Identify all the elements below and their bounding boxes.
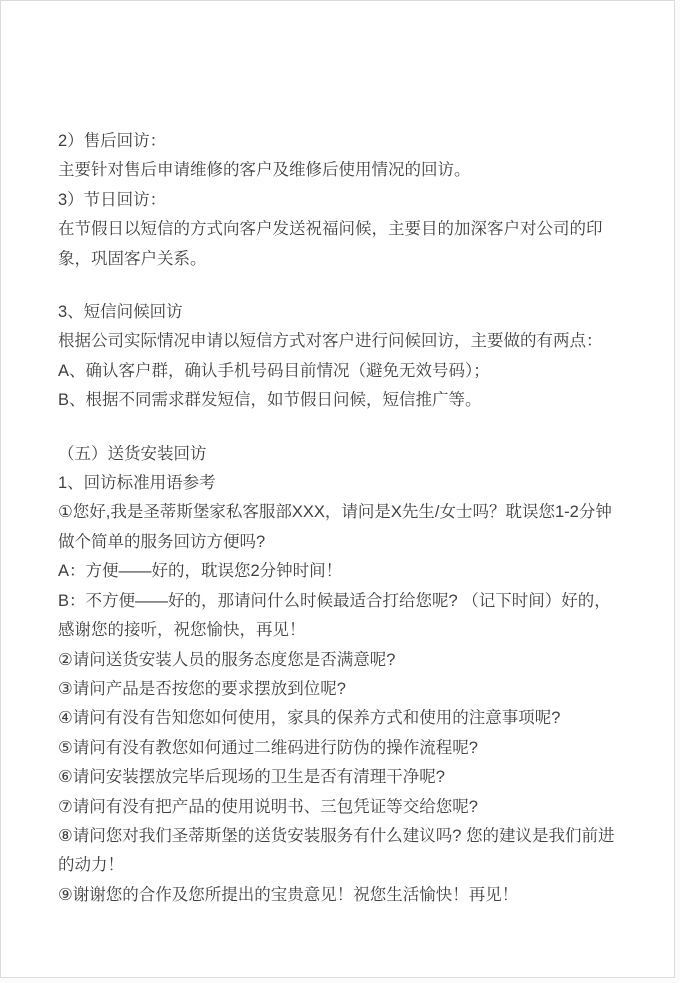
paragraph: 主要针对售后申请维修的客户及维修后使用情况的回访。 [58,161,471,180]
paragraph: （五）送货安装回访 [58,444,207,463]
paragraph: 根据公司实际情况申请以短信方式对客户进行问候回访，主要做的有两点： [58,332,603,351]
paragraph: 3）节日回访： [58,190,167,209]
paragraph: 在节假日以短信的方式向客户发送祝福问候，主要目的加深客户对公司的印象，巩固客户关系。 [58,220,603,268]
paragraph: ⑧请问您对我们圣蒂斯堡的送货安装服务有什么建议吗? 您的建议是我们前进的动力！ [58,826,615,875]
document-section [58,440,619,911]
document-section [58,298,619,416]
paragraph: 2）售后回访： [58,132,167,150]
document-section [58,127,619,274]
paragraph: A：方便——好的，耽误您2分钟时间！ [58,562,343,581]
paragraph: A、确认客户群，确认手机号码目前情况（避免无效号码）； [58,361,490,380]
paragraph: ③请问产品是否按您的要求摆放到位呢? [58,679,346,698]
paragraph: ②请问送货安装人员的服务态度您是否满意呢? [58,650,396,669]
paragraph: ⑨谢谢您的合作及您所提出的宝贵意见！祝您生活愉快！再见！ [58,885,519,904]
paragraph: ⑤请问有没有教您如何通过二维码进行防伪的操作流程呢? [58,738,478,757]
paragraph: 1、回访标准用语参考 [58,474,216,493]
paragraph: B、根据不同需求群发短信，如节假日问候，短信推广等。 [58,391,482,410]
paragraph: ④请问有没有告知您如何使用，家具的保养方式和使用的注意事项呢? [58,709,561,728]
document-body [1,1,674,910]
paragraph: 3、短信问候回访 [58,303,183,322]
paragraph: ⑥请问安装摆放完毕后现场的卫生是否有清理干净呢? [58,768,445,787]
paragraph: B：不方便——好的，那请问什么时候最适合打给您呢? （记下时间）好的，感谢您的接听，祝您愉快，再见！ [58,591,611,640]
paragraph: ⑦请问有没有把产品的使用说明书、三包凭证等交给您呢? [58,797,478,816]
paragraph: ①您好,我是圣蒂斯堡家私客服部XXX，请问是X先生/女士吗？耽误您1-2分钟做个简单的服务回访方便吗? [58,503,612,551]
